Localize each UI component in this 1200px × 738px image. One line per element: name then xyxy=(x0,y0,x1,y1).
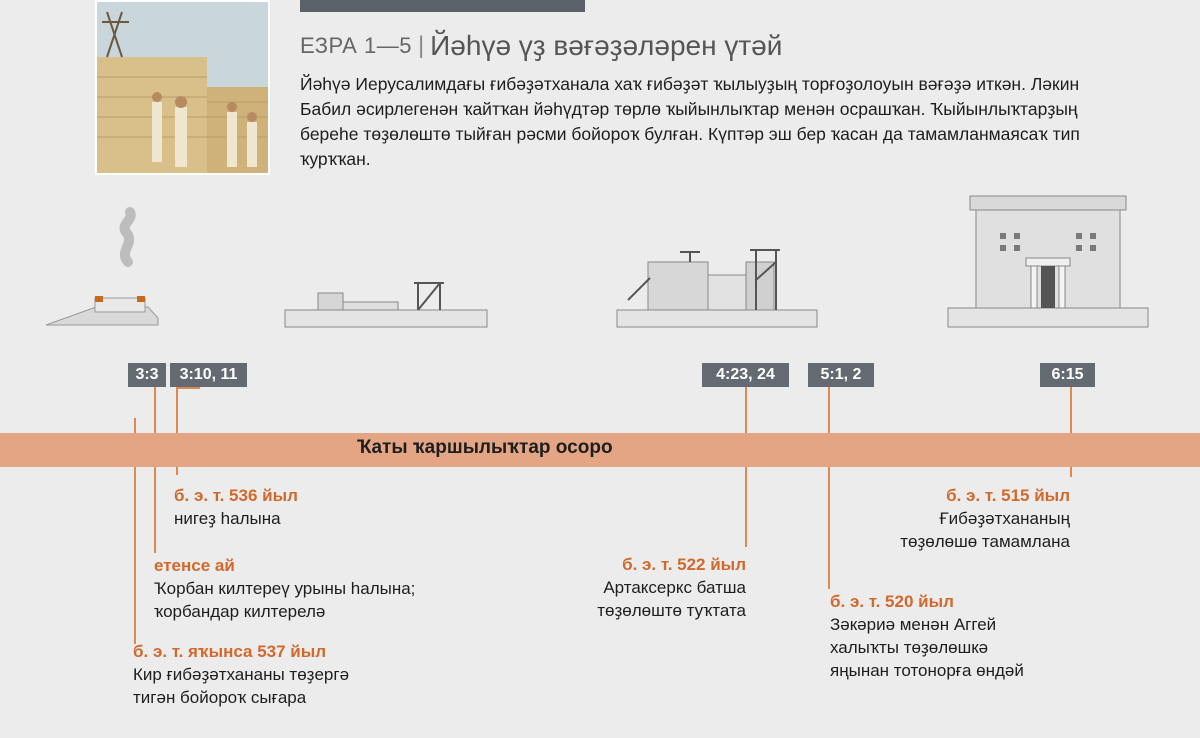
event-artaxerxes-halt xyxy=(597,553,746,622)
foundation-icon xyxy=(285,283,487,327)
event-date: б. э. т. 536 йыл xyxy=(174,486,298,505)
event-date: б. э. т. 515 йыл xyxy=(946,486,1070,505)
ref-box-5-1-2: 5:1, 2 xyxy=(808,363,874,387)
top-bar xyxy=(300,0,585,12)
altar-icon xyxy=(46,212,158,325)
header-separator: | xyxy=(417,32,425,59)
event-zechariah-haggai xyxy=(830,590,1024,682)
temple-construction-illustration xyxy=(95,0,270,175)
event-desc-line: тигән бойороҡ сығара xyxy=(133,688,307,707)
scripture-reference: ЕЗРА 1—5 xyxy=(300,33,412,58)
intro-paragraph: Йәһүә Иерусалимдағы ғибәҙәтханала хаҡ ғибәҙәт ҡылыуҙың торғоҙолоуын вәғәҙә иткән. Ләкин Бабил әсирлегенән ҡайтҡан йәһүдтәр төрлө ҡыйынлыҡтар менән осрашҡан. Ҡыйынлыҡтарҙың береһе төҙөлөштө тыйған рәсми бойороҡ булған. Күптәр эш бер ҡасан да тамамланмаясаҡ тип ҡурҡҡан. xyxy=(300,74,1080,169)
building-stages-illustration xyxy=(0,180,1200,330)
event-desc-line: Ғибәҙәтхананың xyxy=(939,509,1070,528)
event-foundation xyxy=(174,484,298,530)
opposition-period-label: Ҡаты ҡаршылыҡтар осоро xyxy=(357,437,613,458)
event-desc-line: төҙөлөшө тамамлана xyxy=(900,532,1070,551)
event-temple-completed xyxy=(900,484,1070,553)
event-date: б. э. т. 520 йыл xyxy=(830,592,954,611)
connector-line-4-23 xyxy=(745,387,747,547)
event-date: б. э. т. 522 йыл xyxy=(622,555,746,574)
connector-line-5-1 xyxy=(828,387,830,589)
page-header xyxy=(300,30,1180,62)
ref-box-4-23-24: 4:23, 24 xyxy=(702,363,789,387)
event-altar xyxy=(154,554,415,623)
event-desc-line: Зәкәриә менән Аггей xyxy=(830,615,997,634)
connector-hline-3-10 xyxy=(176,387,200,389)
event-date: етенсе ай xyxy=(154,556,235,575)
event-desc-line: яңынан тотонорға өндәй xyxy=(830,661,1024,680)
event-desc-line: нигеҙ һалына xyxy=(174,509,281,528)
ref-box-3-10-11: 3:10, 11 xyxy=(170,363,247,387)
event-desc-line: халыҡты төҙөлөшкә xyxy=(830,638,989,657)
event-desc-line: Артаксеркс батша xyxy=(603,578,746,597)
page-title: Йәһүә үҙ вәғәҙәләрен үтәй xyxy=(430,30,783,61)
ref-box-3-3: 3:3 xyxy=(128,363,166,387)
event-desc-line: төҙөлөштө туҡтата xyxy=(597,601,746,620)
connector-line-3-3-b xyxy=(154,387,156,553)
event-date: б. э. т. яҡынса 537 йыл xyxy=(133,642,327,661)
event-desc-line: ҡорбандар килтерелә xyxy=(154,602,326,621)
event-desc-line: Кир ғибәҙәтхананы төҙергә xyxy=(133,665,350,684)
completed-temple-icon xyxy=(948,196,1148,327)
ref-box-6-15: 6:15 xyxy=(1040,363,1095,387)
event-cyrus-decree xyxy=(133,640,349,709)
partial-walls-icon xyxy=(617,250,817,327)
event-desc-line: Ҡорбан килтереү урыны һалына; xyxy=(154,579,416,598)
